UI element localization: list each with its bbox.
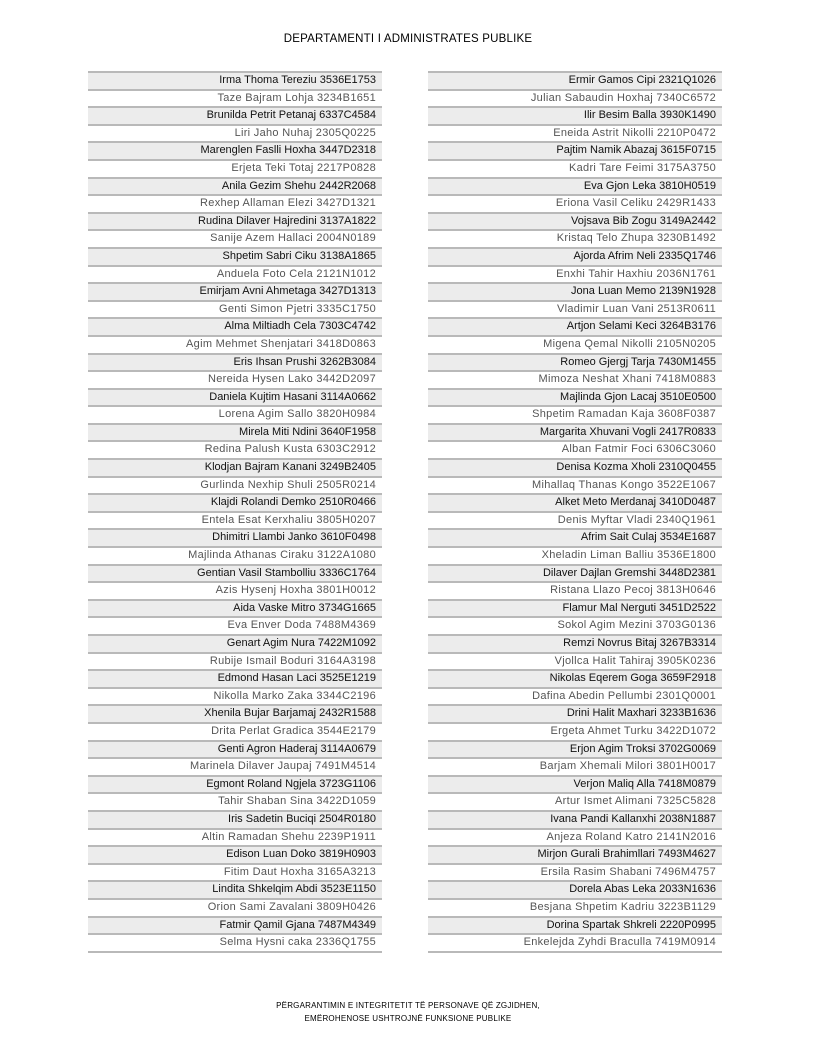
list-item: Alban Fatmir Foci 6306C3060 <box>428 440 722 458</box>
list-item: Daniela Kujtim Hasani 3114A0662 <box>88 388 382 406</box>
list-item: Nikolas Eqerem Goga 3659F2918 <box>428 669 722 687</box>
list-item: Drini Halit Maxhari 3233B1636 <box>428 704 722 722</box>
page-title: DEPARTAMENTI I ADMINISTRATES PUBLIKE <box>283 33 533 45</box>
list-item: Emirjam Avni Ahmetaga 3427D1313 <box>88 282 382 300</box>
footer-line-2: EMËROHENOSE USHTROJNË FUNKSIONE PUBLIKE <box>304 1014 512 1023</box>
list-item: Rexhep Allaman Elezi 3427D1321 <box>88 194 382 212</box>
list-item: Barjam Xhemali Milori 3801H0017 <box>428 757 722 775</box>
list-item: Xheladin Liman Balliu 3536E1800 <box>428 546 722 564</box>
list-item: Brunilda Petrit Petanaj 6337C4584 <box>88 106 382 124</box>
list-item: Anduela Foto Cela 2121N1012 <box>88 265 382 283</box>
list-item: Enxhi Tahir Haxhiu 2036N1761 <box>428 265 722 283</box>
list-item: Artjon Selami Keci 3264B3176 <box>428 317 722 335</box>
list-item: Sanije Azem Hallaci 2004N0189 <box>88 229 382 247</box>
list-item: Mirjon Gurali Brahimllari 7493M4627 <box>428 845 722 863</box>
list-item: Ermir Gamos Cipi 2321Q1026 <box>428 71 722 89</box>
list-item: Iris Sadetin Buciqi 2504R0180 <box>88 810 382 828</box>
list-item: Afrim Sait Culaj 3534E1687 <box>428 528 722 546</box>
list-item: Selma Hysni caka 2336Q1755 <box>88 933 382 951</box>
list-item: Nikolla Marko Zaka 3344C2196 <box>88 687 382 705</box>
list-item: Genti Agron Haderaj 3114A0679 <box>88 740 382 758</box>
list-item: Gurlinda Nexhip Shuli 2505R0214 <box>88 476 382 494</box>
list-item: Flamur Mal Nerguti 3451D2522 <box>428 599 722 617</box>
list-item: Dhimitri Llambi Janko 3610F0498 <box>88 528 382 546</box>
list-item: Ajorda Afrim Neli 2335Q1746 <box>428 247 722 265</box>
list-item: Marinela Dilaver Jaupaj 7491M4514 <box>88 757 382 775</box>
list-item: Dilaver Dajlan Gremshi 3448D2381 <box>428 564 722 582</box>
list-item: Entela Esat Kerxhaliu 3805H0207 <box>88 511 382 529</box>
list-item: Rudina Dilaver Hajredini 3137A1822 <box>88 212 382 230</box>
list-item: Vojsava Bib Zogu 3149A2442 <box>428 212 722 230</box>
list-item: Erjon Agim Troksi 3702G0069 <box>428 740 722 758</box>
list-item: Marenglen Faslli Hoxha 3447D2318 <box>88 141 382 159</box>
list-item: Genti Simon Pjetri 3335C1750 <box>88 300 382 318</box>
list-item: Altin Ramadan Shehu 2239P1911 <box>88 828 382 846</box>
list-item: Eneida Astrit Nikolli 2210P0472 <box>428 124 722 142</box>
list-item: Edison Luan Doko 3819H0903 <box>88 845 382 863</box>
list-item: Liri Jaho Nuhaj 2305Q0225 <box>88 124 382 142</box>
list-item: Gentian Vasil Stambolliu 3336C1764 <box>88 564 382 582</box>
list-item: Kadri Tare Feimi 3175A3750 <box>428 159 722 177</box>
list-item: Lorena Agim Sallo 3820H0984 <box>88 405 382 423</box>
list-item: Tahir Shaban Sina 3422D1059 <box>88 792 382 810</box>
list-item: Dorela Abas Leka 2033N1636 <box>428 880 722 898</box>
list-item: Denis Myftar Vladi 2340Q1961 <box>428 511 722 529</box>
list-item: Majlinda Gjon Lacaj 3510E0500 <box>428 388 722 406</box>
list-item: Romeo Gjergj Tarja 7430M1455 <box>428 353 722 371</box>
list-item: Alket Meto Merdanaj 3410D0487 <box>428 493 722 511</box>
list-bottom-rule <box>88 951 382 953</box>
list-item: Verjon Maliq Alla 7418M0879 <box>428 775 722 793</box>
list-item: Besjana Shpetim Kadriu 3223B1129 <box>428 898 722 916</box>
list-item: Anila Gezim Shehu 2442R2068 <box>88 177 382 195</box>
list-item: Egmont Roland Ngjela 3723G1106 <box>88 775 382 793</box>
list-item: Redina Palush Kusta 6303C2912 <box>88 440 382 458</box>
list-item: Margarita Xhuvani Vogli 2417R0833 <box>428 423 722 441</box>
list-item: Klodjan Bajram Kanani 3249B2405 <box>88 458 382 476</box>
list-item: Orion Sami Zavalani 3809H0426 <box>88 898 382 916</box>
list-item: Vjollca Halit Tahiraj 3905K0236 <box>428 652 722 670</box>
list-item: Sokol Agim Mezini 3703G0136 <box>428 616 722 634</box>
list-bottom-rule <box>428 951 722 953</box>
list-item: Shpetim Sabri Ciku 3138A1865 <box>88 247 382 265</box>
list-item: Genart Agim Nura 7422M1092 <box>88 634 382 652</box>
list-item: Eva Enver Doda 7488M4369 <box>88 616 382 634</box>
list-item: Azis Hysenj Hoxha 3801H0012 <box>88 581 382 599</box>
list-item: Erjeta Teki Totaj 2217P0828 <box>88 159 382 177</box>
list-item: Ristana Llazo Pecoj 3813H0646 <box>428 581 722 599</box>
list-item: Agim Mehmet Shenjatari 3418D0863 <box>88 335 382 353</box>
page-footer <box>0 999 816 1025</box>
right-name-list <box>428 71 722 953</box>
list-item: Enkelejda Zyhdi Braculla 7419M0914 <box>428 933 722 951</box>
list-item: Pajtim Namik Abazaj 3615F0715 <box>428 141 722 159</box>
list-item: Lindita Shkelqim Abdi 3523E1150 <box>88 880 382 898</box>
list-item: Remzi Novrus Bitaj 3267B3314 <box>428 634 722 652</box>
footer-line-1: PËRGARANTIMIN E INTEGRITETIT TË PERSONAVE QË ZGJIDHEN, <box>276 1001 540 1010</box>
list-item: Vladimir Luan Vani 2513R0611 <box>428 300 722 318</box>
list-item: Eva Gjon Leka 3810H0519 <box>428 177 722 195</box>
list-item: Ilir Besim Balla 3930K1490 <box>428 106 722 124</box>
list-item: Drita Perlat Gradica 3544E2179 <box>88 722 382 740</box>
list-item: Taze Bajram Lohja 3234B1651 <box>88 89 382 107</box>
list-item: Nereida Hysen Lako 3442D2097 <box>88 370 382 388</box>
list-item: Aida Vaske Mitro 3734G1665 <box>88 599 382 617</box>
left-name-list <box>88 71 382 953</box>
list-item: Jona Luan Memo 2139N1928 <box>428 282 722 300</box>
list-item: Ersila Rasim Shabani 7496M4757 <box>428 863 722 881</box>
list-item: Ergeta Ahmet Turku 3422D1072 <box>428 722 722 740</box>
list-item: Kristaq Telo Zhupa 3230B1492 <box>428 229 722 247</box>
list-item: Dafina Abedin Pellumbi 2301Q0001 <box>428 687 722 705</box>
list-item: Shpetim Ramadan Kaja 3608F0387 <box>428 405 722 423</box>
list-item: Eris Ihsan Prushi 3262B3084 <box>88 353 382 371</box>
list-item: Eriona Vasil Celiku 2429R1433 <box>428 194 722 212</box>
list-item: Anjeza Roland Katro 2141N2016 <box>428 828 722 846</box>
list-item: Mihallaq Thanas Kongo 3522E1067 <box>428 476 722 494</box>
list-item: Edmond Hasan Laci 3525E1219 <box>88 669 382 687</box>
list-item: Alma Miltiadh Cela 7303C4742 <box>88 317 382 335</box>
list-item: Mirela Miti Ndini 3640F1958 <box>88 423 382 441</box>
list-item: Xhenila Bujar Barjamaj 2432R1588 <box>88 704 382 722</box>
list-item: Fatmir Qamil Gjana 7487M4349 <box>88 916 382 934</box>
list-item: Denisa Kozma Xholi 2310Q0455 <box>428 458 722 476</box>
list-item: Artur Ismet Alimani 7325C5828 <box>428 792 722 810</box>
list-item: Fitim Daut Hoxha 3165A3213 <box>88 863 382 881</box>
list-item: Rubije Ismail Boduri 3164A3198 <box>88 652 382 670</box>
list-item: Dorina Spartak Shkreli 2220P0995 <box>428 916 722 934</box>
list-item: Migena Qemal Nikolli 2105N0205 <box>428 335 722 353</box>
list-item: Irma Thoma Tereziu 3536E1753 <box>88 71 382 89</box>
list-item: Klajdi Rolandi Demko 2510R0466 <box>88 493 382 511</box>
list-item: Majlinda Athanas Ciraku 3122A1080 <box>88 546 382 564</box>
list-item: Mimoza Neshat Xhani 7418M0883 <box>428 370 722 388</box>
list-item: Ivana Pandi Kallanxhi 2038N1887 <box>428 810 722 828</box>
list-item: Julian Sabaudin Hoxhaj 7340C6572 <box>428 89 722 107</box>
